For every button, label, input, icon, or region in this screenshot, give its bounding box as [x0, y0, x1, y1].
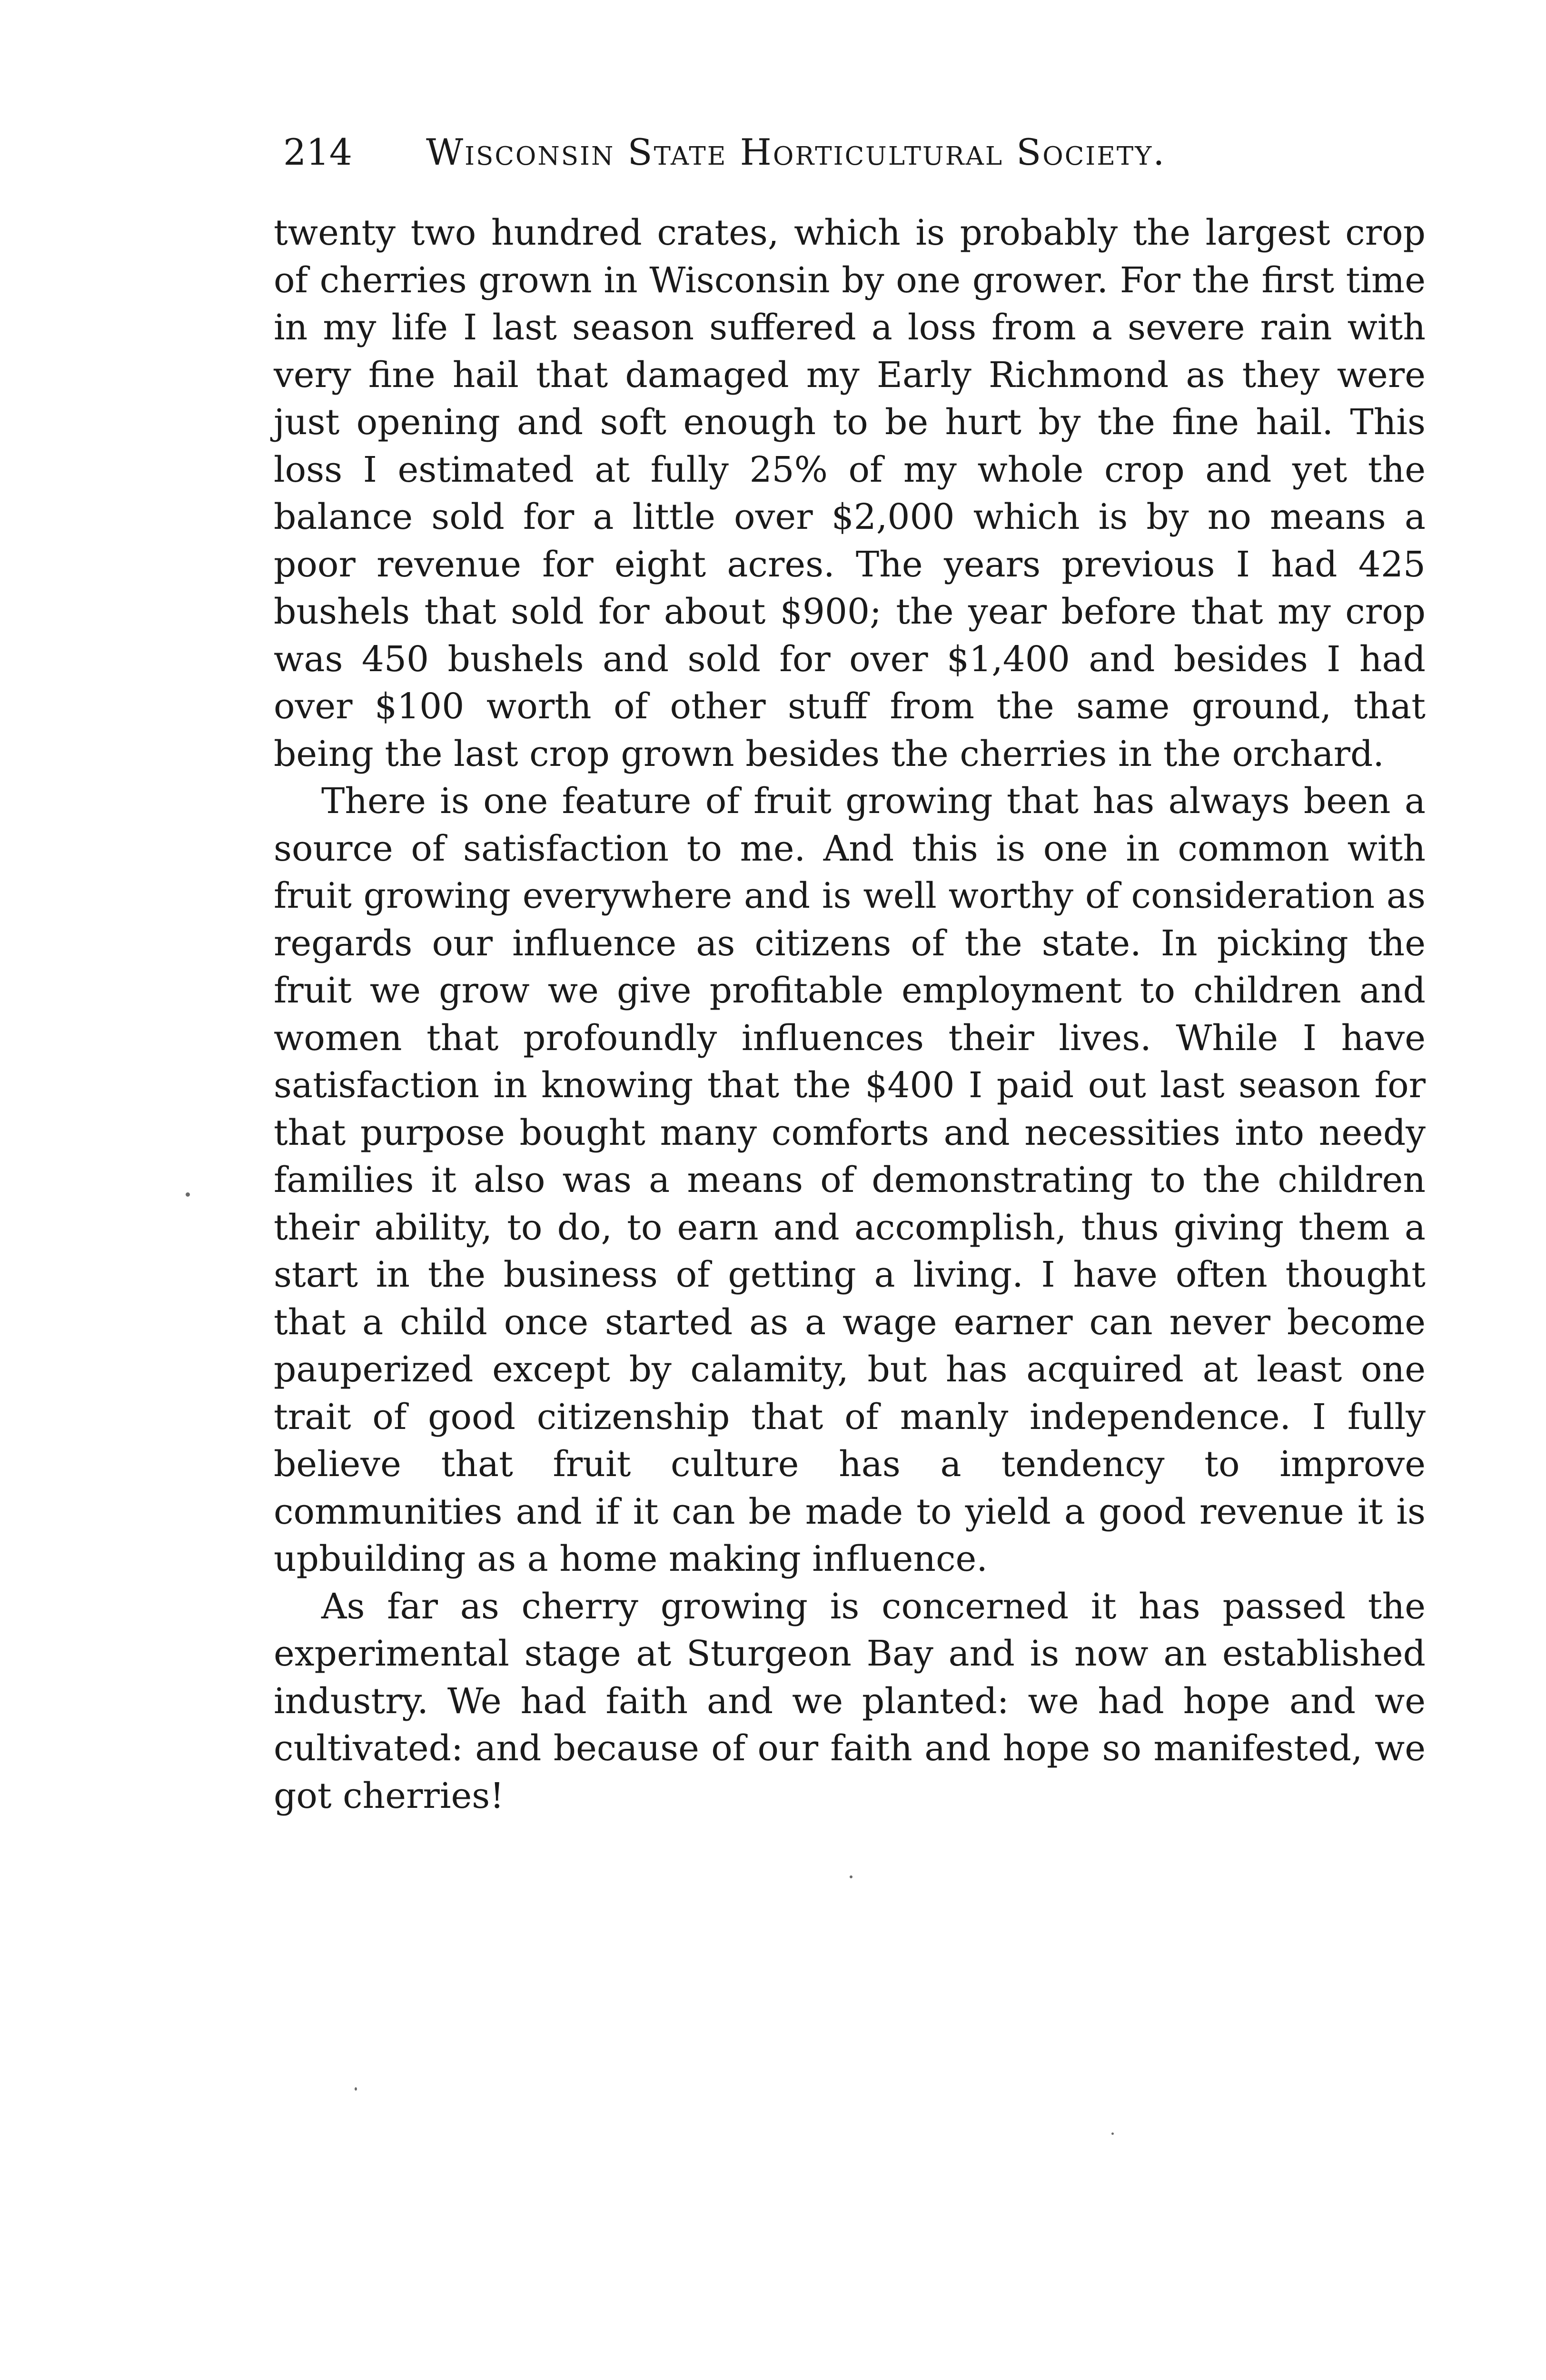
- paragraph-3: As far as cherry growing is concerned it has passed the experimental stage at Sturgeon Bay and is now an established industry. We had faith and we planted: we had hope and we cultivated: and because of our faith and hope so manifested, we got cherries!: [274, 1586, 1426, 1816]
- scan-speck: [186, 1192, 190, 1197]
- scan-speck: [355, 2087, 357, 2091]
- page-number: 214: [283, 131, 353, 173]
- paragraph-1: twenty two hundred crates, which is probably the largest crop of cherries grown in Wisconsin by one grower. For the first time in my life I last season suffered a loss from a severe rain with very fine hail that damaged my Early Richmond as they were just opening and soft enough to be hurt by the fine hail. This loss I estimated at fully 25% of my whole crop and yet the balance sold for a little over $2,000 which is by no means a poor revenue for eight acres. The years previous I had 425 bushels that sold for about $900; the year before that my crop was 450 bushels and sold for over $1,400 and besides I had over $100 worth of other stuff from the same ground, that being the last crop grown besides the cherries in the orchard.: [274, 212, 1426, 774]
- scan-speck: [850, 1875, 852, 1878]
- running-title: Wisconsin State Horticultural Society.: [426, 131, 1166, 173]
- running-head: [283, 126, 1426, 178]
- body-text: [274, 209, 1426, 1820]
- paragraph-2: There is one feature of fruit growing that has always been a source of satisfaction to me. And this is one in common with fruit growing everywhere and is well worthy of consideration as regards our influence as citizens of the state. In picking the fruit we grow we give profitable employment to children and women that profoundly influences their lives. While I have satisfaction in knowing that the $400 I paid out last season for that purpose bought many comforts and necessities into needy families it also was a means of demonstrating to the children their ability, to do, to earn and accomplish, thus giving them a start in the business of getting a living. I have often thought that a child once started as a wage earner can never become pauperized except by calamity, but has acquired at least one trait of good citizenship that of manly independence. I fully believe that fruit culture has a tendency to improve communities and if it can be made to yield a good revenue it is upbuilding as a home making influence.: [274, 781, 1426, 1579]
- scan-speck: [1111, 2132, 1114, 2135]
